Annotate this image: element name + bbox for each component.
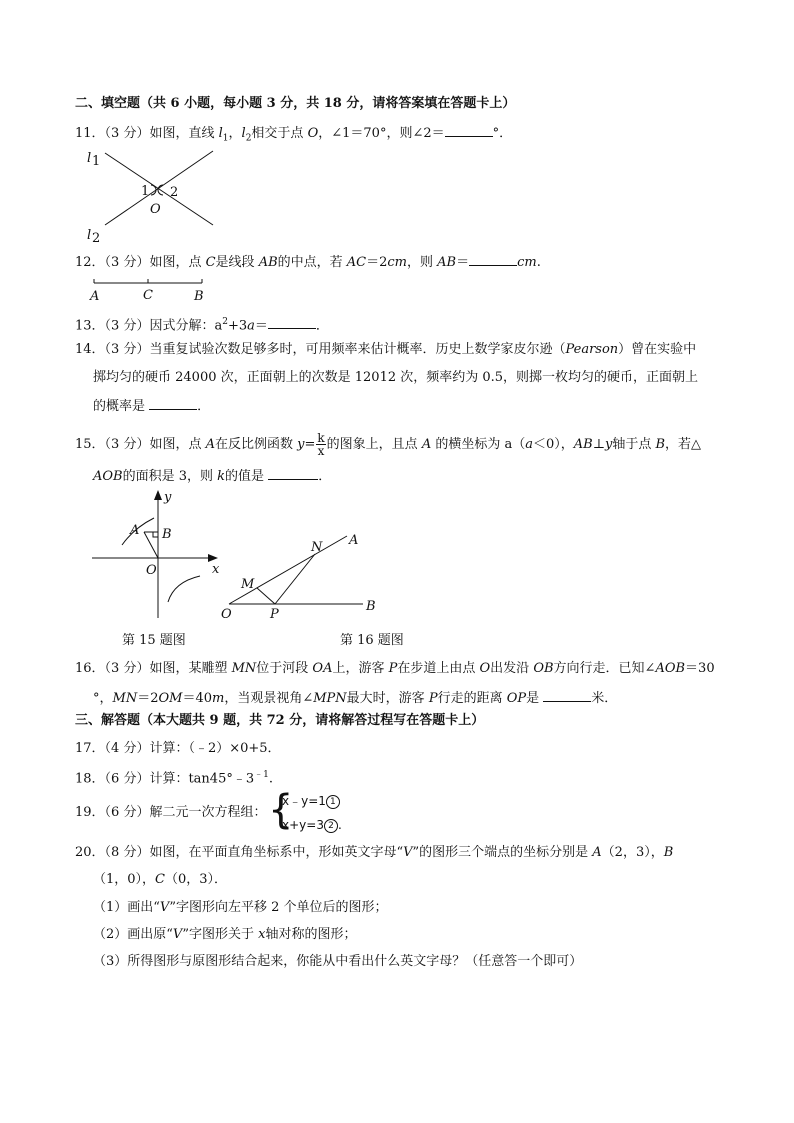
q16-line-1g: ＝30 xyxy=(685,661,715,676)
fig15-label-b: B xyxy=(162,527,172,542)
q11-l1-sub: 1 xyxy=(222,133,229,144)
q16-line-1d: 在步道上由点 xyxy=(397,661,480,676)
q12-text-e: ，则 xyxy=(407,255,438,270)
q15-line-1a: 如图，点 xyxy=(149,437,206,452)
question-20-line-2 xyxy=(93,871,227,889)
q12-text-a: 如图，点 xyxy=(149,255,206,270)
q11-text-b: 相交于点 xyxy=(251,126,308,141)
q14-line-3-end: ． xyxy=(197,399,211,414)
q13-text-b: ＝ xyxy=(254,318,268,334)
y-axis-arrow xyxy=(154,490,162,500)
q12-unit-2: cm xyxy=(517,255,537,270)
q14-pearson: Pearson xyxy=(565,342,619,357)
q11-l2-sub: 2 xyxy=(245,133,252,144)
question-17 xyxy=(75,740,281,758)
q12-text-f: ＝ xyxy=(456,255,470,270)
q11-answer-blank xyxy=(445,123,493,137)
fig11-label-l1-sub: 1 xyxy=(92,154,101,169)
question-15-line-1 xyxy=(75,432,701,458)
q11-l1: l xyxy=(218,126,223,141)
q19-number: 19． xyxy=(75,805,105,820)
q15-ab: AB xyxy=(573,437,593,452)
q16-figure xyxy=(215,530,385,620)
question-19-label xyxy=(75,804,266,822)
q20-s1b: ”字图形向左平移 2 个单位后的图形； xyxy=(169,900,388,915)
q12-text-c: 的中点，若 xyxy=(277,255,347,270)
fig16-label-m: M xyxy=(241,577,255,592)
q16-line-2f: 行走的距离 xyxy=(437,691,507,706)
q16-o: O xyxy=(479,661,491,676)
q20-point-a: A xyxy=(592,845,602,860)
q15-line-1c: 的图象上，且点 xyxy=(326,437,422,452)
q12-number: 12． xyxy=(75,255,105,270)
q15-line-1g: 轴于点 xyxy=(612,437,656,452)
fig15-label-a: A xyxy=(130,523,140,538)
question-20-line-1 xyxy=(75,844,673,862)
q15-number: 15． xyxy=(75,437,105,452)
q12-text-d: ＝2 xyxy=(366,255,388,270)
q11-comma: ， xyxy=(228,126,242,141)
q16-points: （3 分） xyxy=(104,661,150,676)
fig11-label-2: 2 xyxy=(170,185,179,200)
fig16-label-o: O xyxy=(221,607,232,620)
q20-v-3: V xyxy=(172,927,183,942)
question-12 xyxy=(75,252,541,272)
q18-points: （6 分） xyxy=(104,771,150,787)
q20-subquestion-2 xyxy=(93,926,356,944)
fig15-label-y: y xyxy=(164,490,172,505)
q15-aob: AOB xyxy=(93,469,123,484)
q16-mpn: MPN xyxy=(313,691,347,706)
q20-line-1b: ”的图形三个端点的坐标分别是 xyxy=(412,845,593,860)
q16-line-1b: 位于河段 xyxy=(256,661,313,676)
q12-segment-ac: AC xyxy=(346,255,367,270)
q18-number: 18． xyxy=(75,771,105,787)
q16-line-2end: 米． xyxy=(591,691,618,706)
q15-figure xyxy=(88,488,228,623)
q16-line-1a: 如图，某雕塑 xyxy=(149,661,232,676)
q12-points: （3 分） xyxy=(104,255,150,270)
q18-exponent: ﹣1 xyxy=(254,770,269,780)
q15-line-1e: ＜0）， xyxy=(532,437,574,452)
q19-equation-1 xyxy=(282,792,340,810)
q11-point-o: O xyxy=(307,126,319,141)
q19-circle-2: 2 xyxy=(324,819,338,833)
q14-line-3: 的概率是 xyxy=(93,399,150,414)
q20-point-c: C xyxy=(155,872,165,887)
q16-aob: AOB xyxy=(655,661,686,676)
q16-figure-caption: 第 16 题图 xyxy=(340,633,404,648)
q19-end: . xyxy=(337,818,342,832)
segment-np xyxy=(275,554,315,604)
q20-s2a: （2）画出原“ xyxy=(93,927,173,942)
q19-eq1: x﹣y=1 xyxy=(282,794,326,808)
q12-answer-blank xyxy=(469,252,517,266)
fig12-label-c: C xyxy=(143,288,153,303)
ray-oa xyxy=(229,536,347,604)
q15-eq: = xyxy=(304,437,316,452)
q20-line-1c: （2，3）， xyxy=(601,845,664,860)
q16-op: OP xyxy=(506,691,527,706)
fig15-label-o: O xyxy=(146,563,157,578)
q16-p-2: P xyxy=(428,691,438,706)
q11-points: （3 分） xyxy=(104,126,150,141)
q11-text-d: °． xyxy=(492,126,513,141)
q20-line-2b: （0，3）． xyxy=(165,872,228,887)
q15-fraction-numerator: k xyxy=(317,431,325,445)
q19-eq2: x+y=3 xyxy=(282,818,324,832)
question-14-line-3 xyxy=(93,396,210,416)
q16-line-2a: °， xyxy=(93,691,113,706)
q15-line-2end: ． xyxy=(318,469,332,484)
q14-answer-blank xyxy=(149,396,197,410)
q16-line-2b: ＝2 xyxy=(137,691,159,706)
q20-number: 20． xyxy=(75,845,105,860)
q20-v-2: V xyxy=(159,900,170,915)
q15-y-axis: y xyxy=(604,437,613,452)
fig12-label-a: A xyxy=(90,289,100,304)
fig16-label-p: P xyxy=(270,607,279,620)
q15-point-b: B xyxy=(655,437,666,452)
q15-point-a-2: A xyxy=(421,437,432,452)
q12-unit-1: cm xyxy=(387,255,408,270)
q13-text-c: ． xyxy=(315,318,329,334)
section-3-header: 三、解答题（本大题共 9 题，共 72 分，请将解答过程写在答题卡上） xyxy=(75,713,485,728)
q20-s1a: （1）画出“ xyxy=(93,900,160,915)
q20-subquestion-3: （3）所得图形与原图形结合起来，你能从中看出什么英文字母？（任意答一个即可） xyxy=(93,954,583,969)
q16-om: OM xyxy=(158,691,183,706)
q19-circle-1: 1 xyxy=(326,795,340,809)
fig16-label-b: B xyxy=(366,599,376,614)
segment-mp xyxy=(257,588,275,604)
q19-points: （6 分） xyxy=(104,805,150,820)
q20-points: （8 分） xyxy=(104,845,150,860)
q14-number: 14． xyxy=(75,342,105,357)
q12-figure xyxy=(88,275,218,305)
q14-line-1b: ）曾在实验中 xyxy=(618,342,697,357)
fig11-label-1: 1 xyxy=(141,184,150,199)
fig11-label-o: O xyxy=(150,202,161,217)
q15-line-1f: ⊥ xyxy=(592,437,605,452)
q15-line-1d: 的横坐标为 a（ xyxy=(431,437,526,452)
q15-fraction-denominator: x xyxy=(317,444,325,458)
fig11-label-l1: l xyxy=(87,151,92,166)
q15-point-a: A xyxy=(205,437,215,452)
q18-text-a: 计算：tan45°﹣3 xyxy=(149,771,255,787)
q20-subquestion-1 xyxy=(93,899,388,917)
fig15-label-x: x xyxy=(212,562,220,577)
right-angle-mark xyxy=(153,532,158,537)
q17-text: 计算：（﹣2）×0+5． xyxy=(149,741,281,756)
q20-point-b: B xyxy=(663,845,674,860)
q16-m-unit: m xyxy=(212,691,225,706)
fig12-label-b: B xyxy=(194,289,204,304)
q15-a: a xyxy=(525,437,533,452)
question-14-line-1 xyxy=(75,341,696,359)
fig16-label-a: A xyxy=(349,533,359,548)
q16-line-2g: 是 xyxy=(526,691,544,706)
q13-text-a: 因式分解： xyxy=(149,318,215,334)
q19-equation-2 xyxy=(282,816,342,834)
q13-number: 13． xyxy=(75,318,105,334)
hyperbola-branch-4 xyxy=(168,576,200,602)
q20-s2b: ”字图形关于 xyxy=(182,927,259,942)
question-15-line-2 xyxy=(93,466,331,486)
q13-points: （3 分） xyxy=(104,318,150,334)
q16-line-2e: 最大时，游客 xyxy=(346,691,429,706)
q12-segment-ab-2: AB xyxy=(437,255,457,270)
q16-number: 16． xyxy=(75,661,105,676)
q20-v-1: V xyxy=(403,845,413,860)
fig11-label-l2-sub: 2 xyxy=(92,231,101,245)
q12-segment-ab: AB xyxy=(258,255,278,270)
q16-oa: OA xyxy=(312,661,333,676)
q13-expr-b: +3 xyxy=(227,318,248,334)
q16-mn-2: MN xyxy=(112,691,138,706)
fig16-label-n: N xyxy=(311,540,323,555)
q11-text-c: ，∠1＝70°，则∠2＝ xyxy=(318,126,445,141)
q13-expr-a: a xyxy=(214,318,223,334)
question-16-line-2 xyxy=(93,688,617,708)
q16-mn: MN xyxy=(231,661,257,676)
q19-brace: { xyxy=(268,787,294,833)
section-2-header: 二、填空题（共 6 小题，每小题 3 分，共 18 分，请将答案填在答题卡上） xyxy=(75,96,516,111)
question-18 xyxy=(75,766,273,788)
q16-ob: OB xyxy=(533,661,554,676)
q11-number: 11． xyxy=(75,126,105,141)
q12-text-g: . xyxy=(536,255,541,270)
q20-x: x xyxy=(258,927,266,942)
q16-answer-blank xyxy=(543,688,591,702)
q13-expr-c: a xyxy=(247,318,255,334)
q15-line-2b: 的值是 xyxy=(225,469,269,484)
q13-exponent: 2 xyxy=(222,317,228,327)
q16-line-2c: ＝40 xyxy=(182,691,212,706)
q20-line-2a: （1，0）， xyxy=(93,872,156,887)
q12-text-b: 是线段 xyxy=(215,255,259,270)
q14-line-1a: 当重复试验次数足够多时，可用频率来估计概率．历史上数学家皮尔逊（ xyxy=(149,342,566,357)
q15-answer-blank xyxy=(268,466,318,480)
q14-points: （3 分） xyxy=(104,342,150,357)
q16-p: P xyxy=(388,661,398,676)
question-16-line-1 xyxy=(75,660,715,678)
question-14-line-2: 掷均匀的硬币 24000 次，正面朝上的次数是 12012 次，频率约为 0.5，则掷一枚均匀的硬币，正面朝上 xyxy=(93,370,699,385)
q17-points: （4 分） xyxy=(104,741,150,756)
q15-line-1b: 在反比例函数 xyxy=(214,437,298,452)
fig11-label-l2: l xyxy=(87,228,92,243)
q16-line-1f: 方向行走．已知∠ xyxy=(553,661,656,676)
q13-answer-blank xyxy=(268,315,316,329)
q17-number: 17． xyxy=(75,741,105,756)
q20-s2c: 轴对称的图形； xyxy=(265,927,357,942)
q16-line-1e: 出发沿 xyxy=(490,661,534,676)
q20-line-1a: 如图，在平面直角坐标系中，形如英文字母“ xyxy=(149,845,404,860)
segment-ao xyxy=(144,532,158,558)
q16-line-1c: 上，游客 xyxy=(332,661,389,676)
q18-text-b: . xyxy=(268,771,273,787)
q15-figure-caption: 第 15 题图 xyxy=(122,633,186,648)
q15-line-1h: ，若△ xyxy=(665,437,702,452)
q15-y: y xyxy=(297,437,305,452)
q11-l2: l xyxy=(241,126,246,141)
q15-k: k xyxy=(217,469,226,484)
q15-line-2a: 的面积是 3，则 xyxy=(122,469,218,484)
q12-point-c: C xyxy=(205,255,216,270)
q19-text: 解二元一次方程组： xyxy=(149,805,267,820)
q15-fraction xyxy=(316,432,325,457)
question-13 xyxy=(75,313,329,335)
question-11 xyxy=(75,123,512,148)
q11-text-a: 如图，直线 xyxy=(149,126,219,141)
q15-points: （3 分） xyxy=(104,437,150,452)
q11-figure xyxy=(85,145,225,245)
q16-line-2d: ，当观景视角∠ xyxy=(224,691,314,706)
